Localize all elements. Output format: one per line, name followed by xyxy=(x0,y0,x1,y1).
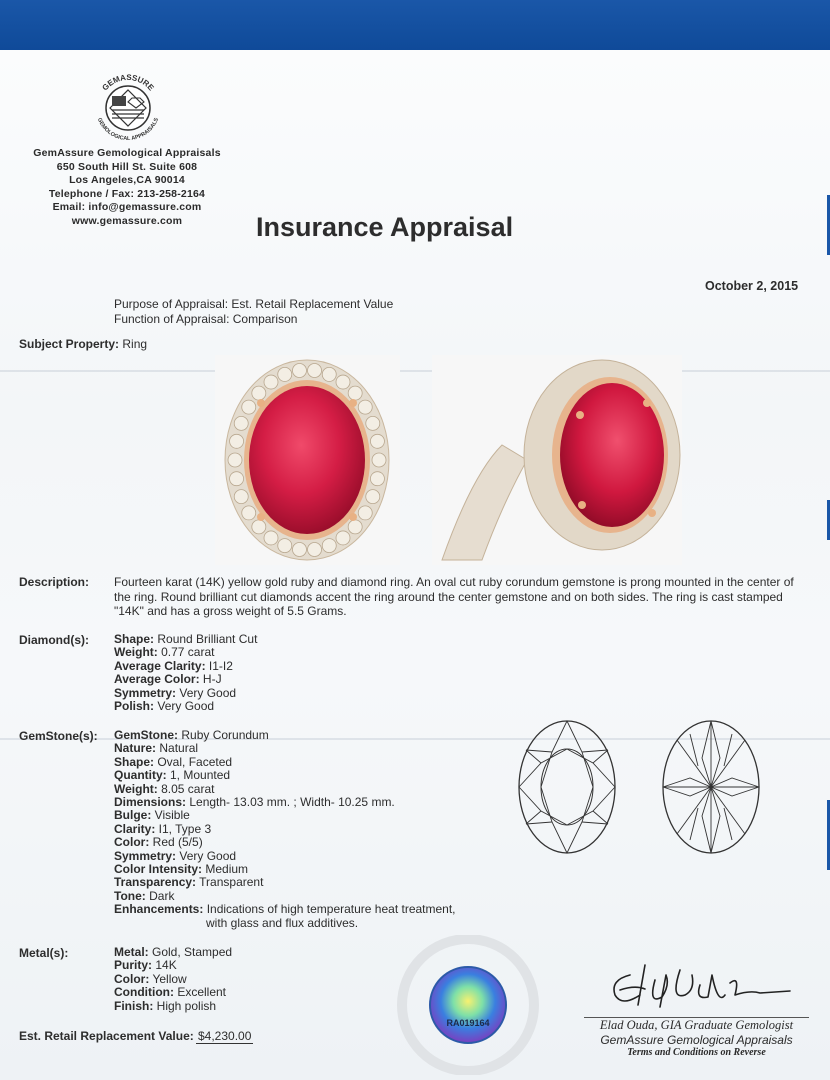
halo-diamond xyxy=(336,375,350,389)
company-website: www.gemassure.com xyxy=(71,214,183,227)
top-blue-band xyxy=(0,0,830,50)
appraiser-company: GemAssure Gemological Appraisals xyxy=(600,1033,793,1047)
halo-diamond xyxy=(230,472,244,486)
halo-diamond xyxy=(228,453,242,467)
halo-diamond xyxy=(322,367,336,381)
metal-type: Metal: Gold, Stamped xyxy=(114,945,233,959)
halo-diamond xyxy=(234,416,248,430)
gemassure-logo xyxy=(88,68,168,148)
diamond-weight: Weight: 0.77 carat xyxy=(114,645,215,660)
halo-diamond xyxy=(252,520,266,534)
seal-code: RA019164 xyxy=(446,1018,490,1028)
gem-enhancements: Enhancements: Indications of high temperature heat treatment, xyxy=(114,902,456,917)
metal-purity: Purity: 14K xyxy=(114,958,177,973)
gemstones-label: GemStone(s): xyxy=(19,729,98,743)
metal-finish: Finish: High polish xyxy=(114,998,217,1013)
gem-weight: Weight: 8.05 carat xyxy=(114,781,215,796)
halo-diamond xyxy=(252,386,266,400)
gem-symmetry: Symmetry: Very Good xyxy=(114,848,237,863)
halo-diamond xyxy=(308,363,322,377)
company-street: 650 South Hill St. Suite 608 xyxy=(56,160,198,173)
appraisal-date: October 2, 2015 xyxy=(705,279,799,293)
gem-nature: Nature: Natural xyxy=(114,741,199,756)
gem-enhancements-cont: with glass and flux additives. xyxy=(206,915,359,930)
diamond-polish: Polish: Very Good xyxy=(114,699,215,714)
gem-bulge: Bulge: Visible xyxy=(114,808,190,823)
ring-photo-top-view xyxy=(215,355,400,565)
diamond-color: Average Color: H-J xyxy=(114,672,222,687)
halo-diamond xyxy=(308,543,322,557)
subject-label: Subject Property: xyxy=(19,337,120,351)
diamond-symmetry: Symmetry: Very Good xyxy=(114,685,237,700)
halo-diamond xyxy=(358,400,372,414)
description-label: Description: xyxy=(19,575,90,589)
halo-diamond xyxy=(336,531,350,545)
halo-diamond xyxy=(370,434,384,448)
halo-diamond xyxy=(358,506,372,520)
oval-crown-diagram xyxy=(516,718,618,856)
gemstones-details xyxy=(114,729,456,930)
company-address-block xyxy=(0,147,254,229)
subject-value: Ring xyxy=(119,337,148,351)
metal-color: Color: Yellow xyxy=(114,971,187,986)
diamond-clarity: Average Clarity: I1-I2 xyxy=(114,658,233,673)
halo-diamond xyxy=(234,490,248,504)
halo-diamond xyxy=(230,434,244,448)
halo-diamond xyxy=(278,367,292,381)
svg-text:GEMOLOGICAL APPRAISALS: GEMOLOGICAL APPRAISALS xyxy=(95,117,161,143)
function-of-appraisal: Function of Appraisal: Comparison xyxy=(114,312,298,326)
subject-property xyxy=(19,337,147,351)
svg-text:GEMASSURE: GEMASSURE xyxy=(100,72,156,93)
company-phone: Telephone / Fax: 213-258-2164 xyxy=(48,187,206,200)
halo-diamond xyxy=(372,453,386,467)
diamonds-label: Diamond(s): xyxy=(19,633,89,647)
paper-fold xyxy=(0,370,830,372)
halo-diamond xyxy=(278,539,292,553)
metals-label: Metal(s): xyxy=(19,946,69,960)
halo-diamond xyxy=(348,520,362,534)
gem-dimensions: Dimensions: Length- 13.03 mm. ; Width- 10.25 mm. xyxy=(114,795,395,810)
gem-transparency: Transparency: Transparent xyxy=(114,875,264,890)
halo-diamond xyxy=(264,531,278,545)
replacement-value-amount: $4,230.00 xyxy=(198,1029,252,1043)
halo-diamond xyxy=(366,490,380,504)
oval-pavilion-diagram xyxy=(660,718,762,856)
gem-color: Color: Red (5/5) xyxy=(114,835,203,850)
metals-details xyxy=(114,946,232,1013)
hologram-seal xyxy=(380,935,560,1075)
metal-condition: Condition: Excellent xyxy=(114,985,227,1000)
halo-diamond xyxy=(366,416,380,430)
gem-type: GemStone: Ruby Corundum xyxy=(114,728,269,742)
description-text: Fourteen karat (14K) yellow gold ruby and diamond ring. An oval cut ruby corundum gemstone is prong mounted in the center of the ring. Round brilliant cut diamonds accent the ring around the center gemstone and on both sides. The ring is cast stamped "14K" and has a gross weight of 5.5 Grams. xyxy=(114,575,794,618)
gem-shape: Shape: Oval, Faceted xyxy=(114,754,233,769)
purpose-block xyxy=(114,297,393,327)
ring-photo-side-view xyxy=(432,355,682,565)
halo-diamond xyxy=(242,506,256,520)
purpose-of-appraisal: Purpose of Appraisal: Est. Retail Replacement Value xyxy=(114,297,394,311)
gem-quantity: Quantity: 1, Mounted xyxy=(114,768,231,783)
halo-diamond xyxy=(292,543,306,557)
diamonds-details xyxy=(114,633,257,713)
halo-diamond xyxy=(242,400,256,414)
terms-link: Terms and Conditions on Reverse xyxy=(627,1047,766,1058)
appraiser-block xyxy=(584,1018,809,1058)
appraiser-name: Elad Ouda, GIA Graduate Gemologist xyxy=(599,1018,794,1032)
gem-color-intensity: Color Intensity: Medium xyxy=(114,862,249,877)
halo-diamond xyxy=(370,472,384,486)
document-title: Insurance Appraisal xyxy=(256,212,514,242)
company-email: Email: info@gemassure.com xyxy=(52,201,202,214)
halo-diamond xyxy=(322,539,336,553)
gem-clarity: Clarity: I1, Type 3 xyxy=(114,821,212,836)
halo-diamond xyxy=(292,363,306,377)
gem-tone: Tone: Dark xyxy=(114,888,175,903)
diamond-shape: Shape: Round Brilliant Cut xyxy=(114,632,258,646)
company-name: GemAssure Gemological Appraisals xyxy=(33,147,221,159)
halo-diamond xyxy=(348,386,362,400)
halo-diamond xyxy=(264,375,278,389)
company-city: Los Angeles,CA 90014 xyxy=(69,174,185,187)
replacement-value-label: Est. Retail Replacement Value: xyxy=(19,1029,194,1043)
appraiser-signature xyxy=(600,945,800,1020)
